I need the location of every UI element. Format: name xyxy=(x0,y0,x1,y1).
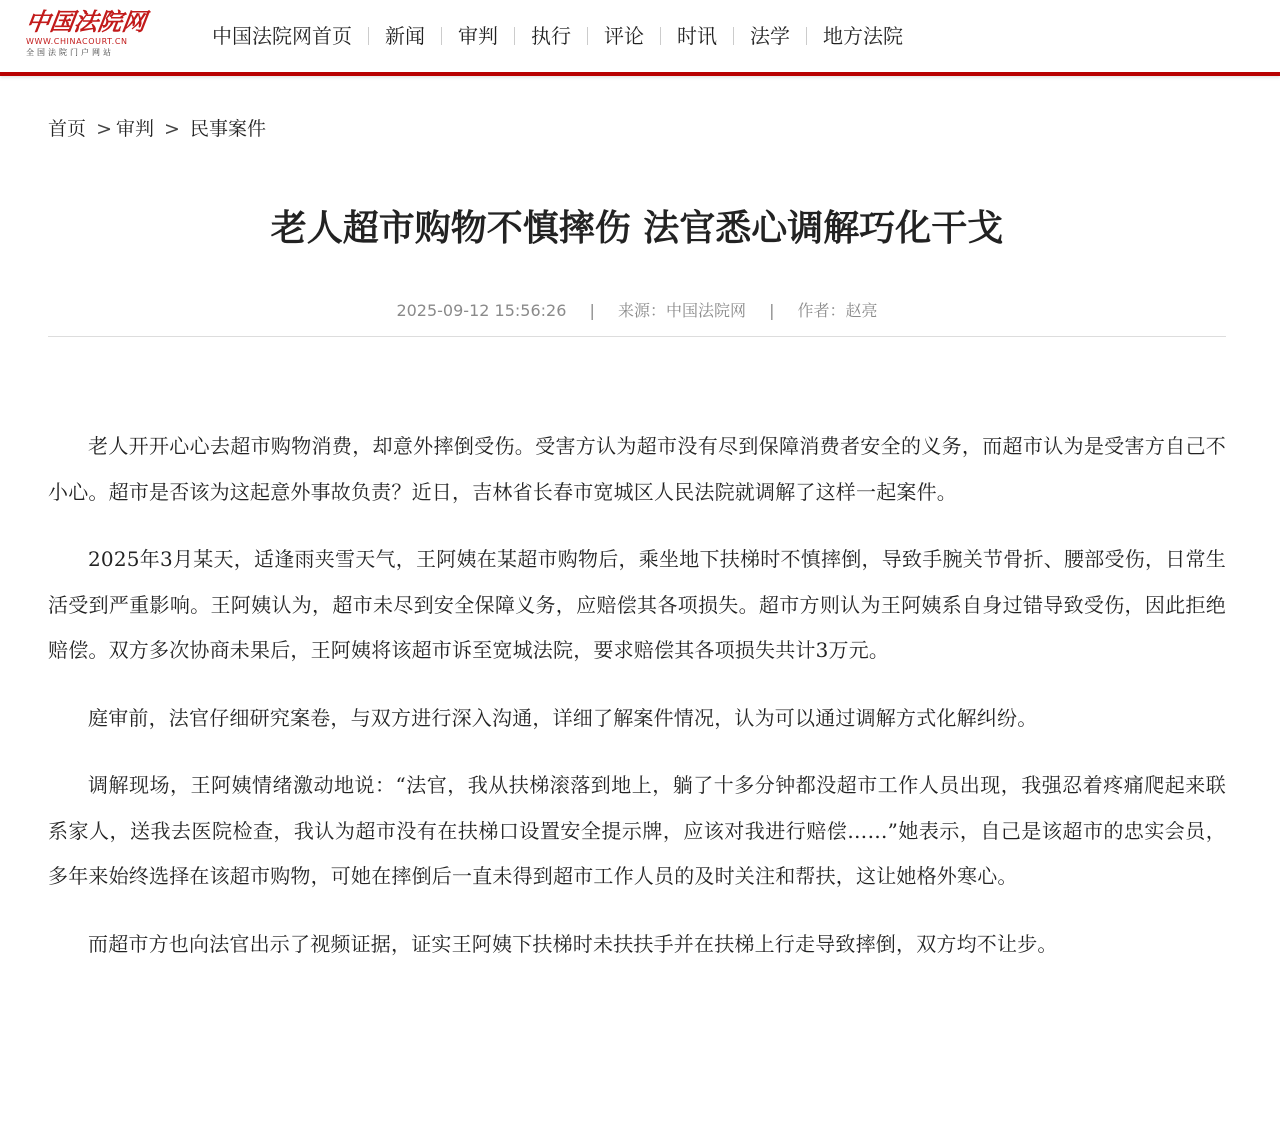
article-paragraph: 老人开开心心去超市购物消费，却意外摔倒受伤。受害方认为超市没有尽到保障消费者安全的义务，而超市认为是受害方自己不小心。超市是否该为这起意外事故负责？近日，吉林省长春市宽城区人民法院就调解了这样一起案件。 xyxy=(48,434,1226,504)
nav-item-enforcement[interactable]: 执行 xyxy=(531,24,571,48)
site-header xyxy=(0,0,1280,76)
nav-item-local-courts[interactable]: 地方法院 xyxy=(823,24,903,48)
article-source: 来源：中国法院网 xyxy=(617,301,746,320)
breadcrumb-trial[interactable]: 审判 xyxy=(115,118,154,140)
article-meta xyxy=(48,298,1226,324)
article-paragraph: 庭审前，法官仔细研究案卷，与双方进行深入沟通，详细了解案件情况，认为可以通过调解方式化解纠纷。 xyxy=(88,705,1038,730)
site-logo[interactable] xyxy=(24,7,149,66)
main-nav xyxy=(196,18,919,54)
article-paragraph: 调解现场，王阿姨情绪激动地说：“法官，我从扶梯滚落到地上，躺了十多分钟都没超市工作人员出现，我强忍着疼痛爬起来联系家人，送我去医院检查，我认为超市没有在扶梯口设置安全提示牌，应该对我进行赔偿……”她表示，自己是该超市的忠实会员，多年来始终选择在该超市购物，可她在摔倒后一直未得到超市工作人员的及时关注和帮扶，这让她格外寒心。 xyxy=(48,773,1226,888)
article-body xyxy=(48,424,1226,989)
breadcrumb-civil-cases[interactable]: 民事案件 xyxy=(190,118,267,140)
meta-divider xyxy=(48,336,1226,337)
logo-script-text: 中国法院网 xyxy=(24,7,149,36)
article-paragraph: 而超市方也向法官出示了视频证据，证实王阿姨下扶梯时未扶扶手并在扶梯上行走导致摔倒，双方均不让步。 xyxy=(88,931,1058,956)
nav-item-commentary[interactable]: 评论 xyxy=(604,24,644,48)
breadcrumb-home[interactable]: 首页 xyxy=(48,118,87,140)
breadcrumb-separator: > xyxy=(96,118,112,140)
meta-separator: | xyxy=(589,301,595,320)
nav-item-briefs[interactable]: 时讯 xyxy=(677,24,717,48)
nav-item-trial[interactable]: 审判 xyxy=(458,24,498,48)
breadcrumb-separator: > xyxy=(164,118,180,140)
logo-url-text: WWW.CHINACOURT.CN xyxy=(26,37,128,46)
breadcrumb xyxy=(48,115,266,143)
nav-item-jurisprudence[interactable]: 法学 xyxy=(750,24,790,48)
article-datetime: 2025-09-12 15:56:26 xyxy=(396,301,567,320)
logo-slogan-text: 全国法院门户网站 xyxy=(26,48,114,57)
article-paragraph: 2025年3月某天，适逢雨夹雪天气，王阿姨在某超市购物后，乘坐地下扶梯时不慎摔倒，导致手腕关节骨折、腰部受伤，日常生活受到严重影响。王阿姨认为，超市未尽到安全保障义务，应赔偿其各项损失。超市方则认为王阿姨系自身过错导致受伤，因此拒绝赔偿。双方多次协商未果后，王阿姨将该超市诉至宽城法院，要求赔偿其各项损失共计3万元。 xyxy=(48,547,1226,662)
nav-item-home[interactable]: 中国法院网首页 xyxy=(212,24,352,48)
meta-separator: | xyxy=(769,301,775,320)
article-title: 老人超市购物不慎摔伤 法官悉心调解巧化干戈 xyxy=(270,208,1004,249)
article-author: 作者：赵亮 xyxy=(797,301,878,320)
nav-item-news[interactable]: 新闻 xyxy=(385,24,425,48)
